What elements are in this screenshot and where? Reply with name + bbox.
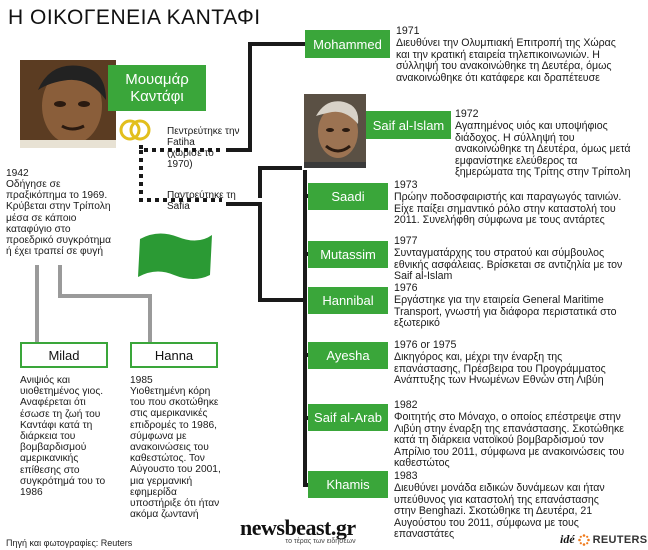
khamis-desc: Διευθύνει μονάδα ειδικών δυνάμεων και ήταν υπεύθυνος για καταστολή της επανάστασης στην Benghazi. Σκοτώθηκε τη Δευτέρα, 21 Αυγούστου του 2011, σύμφωνα με τους επαναστάτες [394, 482, 605, 541]
mohammed-year: 1971 [396, 25, 420, 37]
hannibal-year: 1976 [394, 282, 418, 294]
mutassim-desc: Συνταγματάρχης του στρατού και σύμβουλος εθνικής ασφάλειας. Βρίσκεται σε αντιζηλία με τον Saif al-Islam [394, 247, 623, 283]
saif-al-arab-year: 1982 [394, 399, 418, 411]
gaddafi-photo [18, 58, 118, 150]
child-box-mohammed: Mohammed [305, 30, 390, 58]
marriage-safia: Παντρεύτηκε τη Safia [167, 190, 236, 212]
saadi-desc: Πρώην ποδοσφαιριστής και παραγωγός ταινιών. Είχε παίξει σημαντικό ρόλο στην καταστολή του 2011. Συνελήφθη σύμφωνα με τους αντάρτες [394, 191, 622, 227]
child-box-saif-al-islam: Saif al-Islam [366, 111, 451, 139]
milad-desc: Ανιψιός και υιοθετημένος γιος. Αναφέρεται ότι έσωσε τη ζωή του Καντάφι κατά τη διάρκεια του βομβαρδισμού αμερικανικής επίθεσης στο συγκρότημά του το 1986 [20, 375, 106, 499]
brand-name: newsbeast.gr [240, 515, 356, 540]
father-year: 1942 [6, 168, 29, 179]
child-box-khamis: Khamis [308, 471, 388, 498]
child-box-ayesha: Ayesha [308, 342, 388, 369]
child-box-hanna: Hanna [130, 342, 218, 368]
marriage-fatiha: Πεντρεύτηκε την Fatiha (χώρισε το 1970) [167, 126, 240, 170]
page-title: Η ΟΙΚΟΓΕΝΕΙΑ ΚΑΝΤΑΦΙ [8, 6, 261, 29]
child-box-hannibal: Hannibal [308, 287, 388, 314]
source-credit: Πηγή και φωτογραφίες: Reuters [6, 538, 133, 548]
child-box-saadi: Saadi [308, 183, 388, 210]
hanna-desc: Υιοθετημένη κόρη του που σκοτώθηκε στις αμερικανικές επιδρομές το 1986, σύμφωνα με ανακοινώσεις του καθεστώτος. Τον Αύγουστο του 2001, μια γερμανική εφημερίδα υποστήριξε ότι ήταν ακόμα ζωντανή [130, 386, 221, 521]
khamis-year: 1983 [394, 470, 418, 482]
agency-name: REUTERS [592, 533, 648, 546]
father-name-box: Μουαμάρ Καντάφι [108, 65, 206, 111]
saif-al-arab-desc: Φοιτητής στο Μόναχο, ο οποίος επέστρεψε στην Λιβύη στην έναρξη της επανάστασης. Σκοτώθηκε κατά τη διάρκεια νατοϊκού βομβαρδισμού τον Απρίλιο του 2011, σύμφωνα με ανακοινώσεις του καθεστώτος [394, 411, 625, 470]
child-box-saif-al-arab: Saif al-Arab [308, 404, 388, 431]
saadi-year: 1973 [394, 179, 418, 191]
ayesha-year: 1976 or 1975 [394, 339, 457, 351]
saif-al-islam-desc: Αγαπημένος υιός και υποψήφιος διάδοχος. Η σύλληψή του ανακοινώθηκε τη Δευτέρα, όμως μετά εμφανίστηκε ελεύθερος τα ξημερώματα της Τρίτης στην Τρίπολη [455, 120, 631, 179]
mohammed-desc: Διευθύνει την Ολυμπιακή Επιτροπή της Χώρας και την κρατική εταιρεία τηλεπικοινωνιών. Η σύλληψή του ανακοινώθηκε τη Δευτέρα, όμως ανακοινώθηκε ότι κατάφερε και δραπέτευσε [396, 37, 616, 84]
agency-prefix: idé [560, 532, 575, 546]
father-bio: Οδήγησε σε πραξικόπημα το 1969. Κρύβεται στην Τρίπολη μέσα σε κάποιο καταφύγιο στο προεδρικό συγκρότημα ή έχει τραπεί σε φυγή [6, 179, 112, 258]
line-trunk-saif [260, 125, 305, 196]
hanna-year: 1985 [130, 375, 153, 386]
wedding-rings-icon [118, 116, 152, 144]
ayesha-desc: Δικηγόρος και, μέχρι την έναρξη της επανάστασης, Πρέσβειρα του Προγράμματος Ανάπτυξης των Ηνωμένων Εθνών στη Λιβύη [394, 351, 606, 387]
mutassim-year: 1977 [394, 235, 418, 247]
reuters-logo [560, 532, 647, 547]
reuters-logo-icon [578, 534, 590, 546]
hannibal-desc: Εργάστηκε για την εταιρεία General Maritime Transport, γνωστή για διάφορα περιστατικά στο εξωτερικό [394, 294, 617, 330]
saif-al-islam-year: 1972 [455, 108, 479, 120]
child-box-mutassim: Mutassim [308, 241, 388, 268]
brand-tagline: το τέρας των ειδήσεων [285, 538, 356, 545]
newsbeast-logo [240, 516, 356, 545]
line-safia-trunk [228, 204, 260, 300]
child-box-milad: Milad [20, 342, 108, 368]
saif-al-islam-photo [302, 92, 368, 170]
libya-flag-icon [134, 225, 216, 287]
